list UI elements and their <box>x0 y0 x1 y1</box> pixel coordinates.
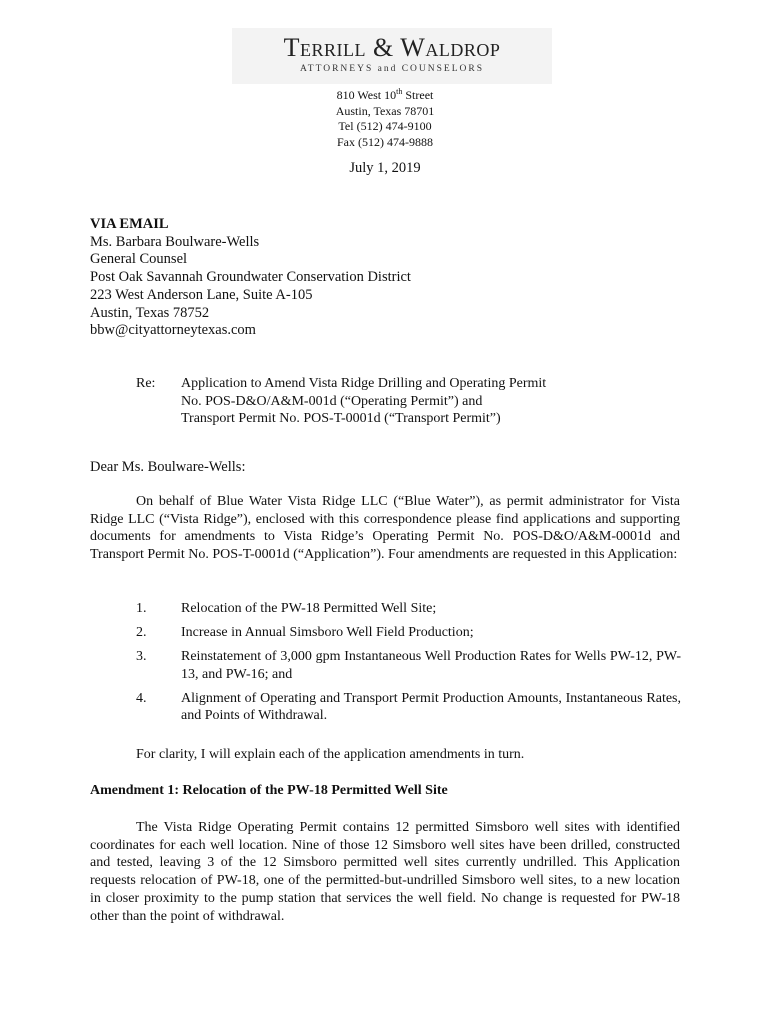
city-line: Austin, Texas 78701 <box>335 103 435 118</box>
list-text: Reinstatement of 3,000 gpm Instantaneous Well Production Rates for Wells PW-12, PW-13, and PW-16; and <box>181 649 681 682</box>
firm-name: Terrill & Waldrop <box>283 33 501 62</box>
intro-paragraph: On behalf of Blue Water Vista Ridge LLC (“Blue Water”), as permit administrator for Vista Ridge LLC (“Vista Ridge”), enclosed with this correspondence please find applications and supporting documents for amendments to Vista Ridge’s Operating Permit No. POS-D&O/A&M-0001d and Transport Permit No. POS-T-0001d (“Application”). Four amendments are requested in this Application: <box>90 494 680 563</box>
list-item <box>136 690 681 725</box>
recipient-block <box>90 216 411 340</box>
list-item <box>136 600 681 618</box>
salutation: Dear Ms. Boulware-Wells: <box>90 459 246 475</box>
clarity-sentence: For clarity, I will explain each of the application amendments in turn. <box>136 747 525 762</box>
list-number: 3. <box>136 649 147 664</box>
re-line-1: Application to Amend Vista Ridge Drilling and Operating Permit <box>181 376 547 391</box>
recipient-name: Ms. Barbara Boulware-Wells <box>90 233 260 250</box>
re-line-3: Transport Permit No. POS-T-0001d (“Transport Permit”) <box>181 411 501 426</box>
letter-date: July 1, 2019 <box>349 160 421 176</box>
list-text: Relocation of the PW-18 Permitted Well Site; <box>181 601 437 616</box>
list-item <box>136 624 681 642</box>
list-number: 4. <box>136 690 147 706</box>
street-suffix: Street <box>402 88 434 102</box>
list-text: Increase in Annual Simsboro Well Field Production; <box>181 625 474 640</box>
street-superscript: th <box>396 87 403 96</box>
firm-tagline: ATTORNEYS and COUNSELORS <box>299 64 484 74</box>
recipient-org: Post Oak Savannah Groundwater Conservation District <box>90 269 411 286</box>
re-label: Re: <box>136 376 156 391</box>
tel-line: Tel (512) 474-9100 <box>338 119 432 133</box>
recipient-city: Austin, Texas 78752 <box>90 304 210 321</box>
amendments-list <box>136 600 681 731</box>
recipient-street: 223 West Anderson Lane, Suite A-105 <box>90 286 313 303</box>
letterhead <box>232 28 552 84</box>
list-number: 2. <box>136 625 147 640</box>
list-number: 1. <box>136 601 147 616</box>
list-text: Alignment of Operating and Transport Permit Production Amounts, Instantaneous Rates, and Points of Withdrawal. <box>181 690 681 723</box>
recipient-title: General Counsel <box>90 251 188 268</box>
street-line <box>0 84 770 104</box>
amendment-1-paragraph: The Vista Ridge Operating Permit contains 12 permitted Simsboro well sites with identified coordinates for each well location. Nine of those 12 Simsboro well sites have been drilled, constructed and tested, leaving 3 of the 12 Simsboro permitted well sites currently undrilled. This Application requests relocation of PW-18, one of the permitted-but-undrilled Simsboro well sites, to a new location in closer proximity to the pump station that services the well field. No change is requested for PW-18 other than the point of withdrawal. <box>90 820 680 924</box>
recipient-email: bbw@cityattorneytexas.com <box>90 322 256 339</box>
firm-address <box>0 84 770 150</box>
fax-line: Fax (512) 474-9888 <box>337 134 433 149</box>
re-subject <box>181 375 661 428</box>
via-email-label: VIA EMAIL <box>90 216 169 232</box>
street-prefix: 810 West 10 <box>336 88 397 102</box>
re-line-2: No. POS-D&O/A&M-001d (“Operating Permit”) and <box>181 393 483 409</box>
list-item <box>136 648 681 683</box>
amendment-1-heading: Amendment 1: Relocation of the PW-18 Permitted Well Site <box>90 783 448 798</box>
